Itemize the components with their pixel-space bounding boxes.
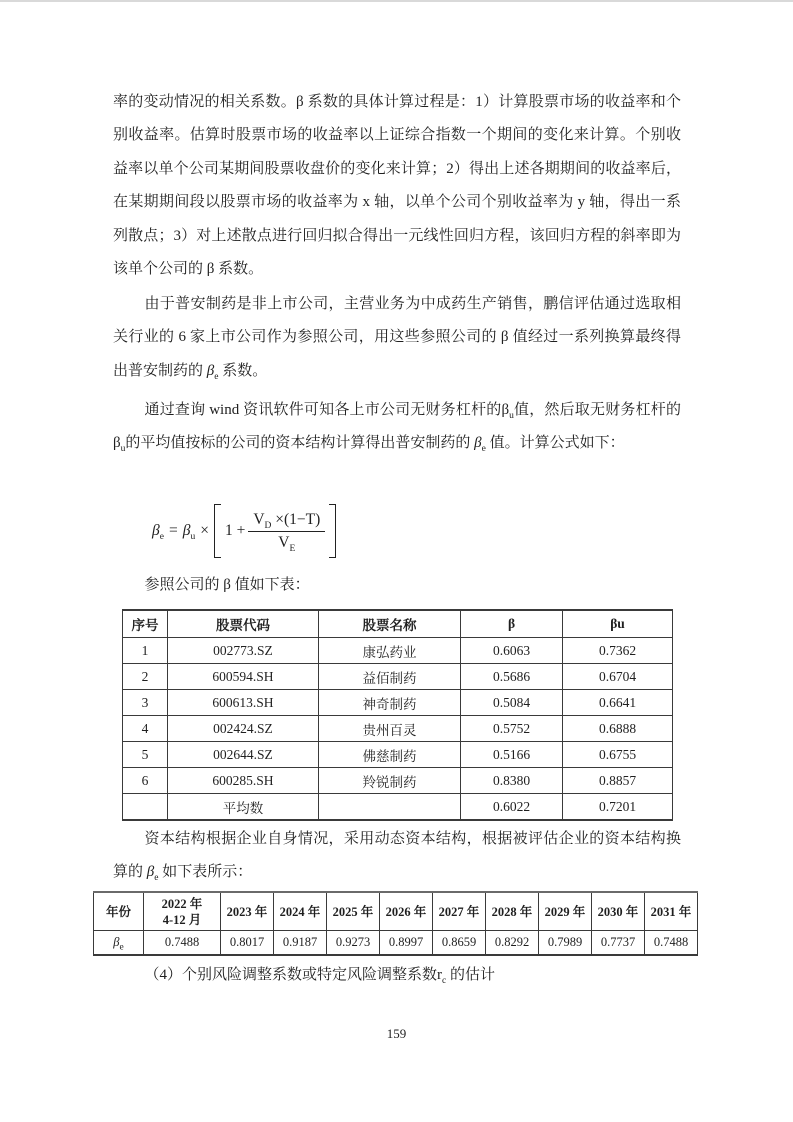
- cell-index: 1: [123, 638, 168, 664]
- header-cell-stock-code: 股票代码: [168, 610, 319, 638]
- paragraph-text: 率的变动情况的相关系数。β 系数的具体计算过程是：1）计算股票市场的收益率和个别收益率。估算时股票市场的收益率以上证综合指数一个期间的变化来计算。个别收益率以单个公司某期间股票收盘价的变化来计算；2）得出上述各期期间的收益率后，在某期期间段以股票市场的收益率为 x 轴，以单个公司个别收益率为 y 轴，得出一系列散点；3）对上述散点进行回归拟合得出一元线性回归方程，该回归方程的斜率即为该单个公司的 β 系数。: [113, 94, 681, 278]
- cell-stock-code: 002773.SZ: [168, 638, 319, 664]
- cell-beta-e-value: 0.8017: [221, 931, 274, 956]
- beta-e-symbol: β: [146, 864, 155, 881]
- cell-beta-u: 0.6755: [563, 742, 673, 768]
- cell-index: 6: [123, 768, 168, 794]
- table1-intro-line: [113, 569, 681, 602]
- table-row: [123, 638, 673, 664]
- cell-beta: 0.6063: [461, 638, 563, 664]
- cell-stock-name: 羚锐制药: [319, 768, 461, 794]
- beta-u-symbol: β: [501, 402, 510, 418]
- header-cell-year: 2023 年: [221, 892, 274, 931]
- cell-index: 4: [123, 716, 168, 742]
- header-cell-year: 2025 年: [327, 892, 380, 931]
- cell-stock-name: 贵州百灵: [319, 716, 461, 742]
- cell-stock-code: 600594.SH: [168, 664, 319, 690]
- cell-beta-u: 0.6641: [563, 690, 673, 716]
- cell-stock-code: 600285.SH: [168, 768, 319, 794]
- cell-beta-e-value: 0.8292: [486, 931, 539, 956]
- paragraph-reference-companies: [113, 288, 681, 388]
- v-symbol: V: [253, 510, 265, 528]
- cell-stock-name: 神奇制药: [319, 690, 461, 716]
- header-cell-year-label: 年份: [94, 892, 144, 931]
- paragraph-text: 由于普安制药是非上市公司，主营业务为中成药生产销售，鹏信评估通过选取相关行业的 6 家上市公司作为参照公司，用这些参照公司的 β 值经过一系列换算最终得出普安制药的: [113, 296, 681, 379]
- header-cell-stock-name: 股票名称: [319, 610, 461, 638]
- header-cell-index: 序号: [123, 610, 168, 638]
- table-row: [123, 690, 673, 716]
- table-row: [123, 742, 673, 768]
- cell-beta-e-value: 0.8659: [433, 931, 486, 956]
- r-c-subscript: c: [442, 976, 447, 986]
- header-cell-year: 2031 年: [645, 892, 698, 931]
- beta-e-symbol: β: [474, 435, 482, 452]
- cell-stock-name: [319, 794, 461, 821]
- cell-index: [123, 794, 168, 821]
- table-row: [123, 768, 673, 794]
- paragraph-text: 值。计算公式如下：: [485, 435, 625, 452]
- page-top-edge: [0, 0, 793, 2]
- cell-beta-u: 0.6888: [563, 716, 673, 742]
- reference-beta-table: [122, 609, 673, 821]
- cell-beta-e-value: 0.7488: [645, 931, 698, 956]
- formula-rhs-beta-u: [182, 522, 196, 543]
- paragraph-text: 参照公司的 β 值如下表：: [144, 577, 310, 593]
- cell-beta-e-value: 0.7488: [144, 931, 221, 956]
- cell-index: 5: [123, 742, 168, 768]
- header-cell-year: 2028 年: [486, 892, 539, 931]
- cell-beta-u: 0.8857: [563, 768, 673, 794]
- cell-beta-e-label: [94, 931, 144, 956]
- paragraph-text: 如下表所示：: [158, 864, 253, 881]
- fraction-denominator: [248, 532, 325, 552]
- cell-beta-u: 0.7362: [563, 638, 673, 664]
- subscript-d: D: [264, 520, 272, 531]
- fraction: [248, 511, 325, 552]
- subscript-e: e: [159, 532, 164, 543]
- cell-average-label: 平均数: [168, 794, 319, 821]
- cell-beta: 0.5686: [461, 664, 563, 690]
- header-cell-year: 2027 年: [433, 892, 486, 931]
- header-cell-year: [144, 892, 221, 931]
- cell-beta-e-value: 0.9273: [327, 931, 380, 956]
- v-symbol: V: [278, 533, 290, 551]
- table-row: [123, 664, 673, 690]
- cell-beta-e-value: 0.7737: [592, 931, 645, 956]
- formula-lhs: [152, 522, 164, 543]
- fraction-numerator: [248, 511, 325, 532]
- header-cell-beta: β: [461, 610, 563, 638]
- cell-beta: 0.5084: [461, 690, 563, 716]
- header-cell-year: 2024 年: [274, 892, 327, 931]
- heading-text: （4）个别风险调整系数或特定风险调整系数r: [144, 967, 442, 983]
- beta-u-symbol: β: [113, 435, 121, 452]
- beta-u-subscript: u: [509, 411, 514, 421]
- cell-stock-code: 002424.SZ: [168, 716, 319, 742]
- cell-beta: 0.5166: [461, 742, 563, 768]
- beta-conversion-formula: [152, 500, 336, 562]
- table-values-row: [94, 931, 698, 956]
- header-cell-year: 2026 年: [380, 892, 433, 931]
- paragraph-beta-calculation: [113, 86, 681, 286]
- cell-beta-average: 0.6022: [461, 794, 563, 821]
- cell-stock-name: 佛慈制药: [319, 742, 461, 768]
- cell-beta-e-value: 0.7989: [539, 931, 592, 956]
- header-cell-beta-u: βu: [563, 610, 673, 638]
- multiply-sign: ×: [200, 522, 209, 539]
- cell-stock-name: 益佰制药: [319, 664, 461, 690]
- subscript-e: e: [119, 942, 124, 953]
- equals-sign: =: [168, 522, 178, 539]
- table-header-row: [94, 892, 698, 931]
- paragraph-text: 资本结构根据企业自身情况，采用动态资本结构，根据被评估企业的资本结构换算的: [113, 831, 681, 881]
- cell-beta-e-value: 0.9187: [274, 931, 327, 956]
- year-line2: 4-12 月: [162, 912, 202, 927]
- paragraph-text: 的平均值按标的公司的资本结构计算得出普安制药的: [125, 435, 475, 452]
- beta-e-subscript: e: [481, 444, 486, 455]
- beta-symbol: β: [113, 935, 120, 949]
- beta-e-by-year-table: [93, 891, 698, 956]
- section-4-heading: [113, 959, 681, 992]
- beta-e-subscript: e: [154, 873, 159, 884]
- cell-stock-code: 002644.SZ: [168, 742, 319, 768]
- header-cell-year: 2029 年: [539, 892, 592, 931]
- cell-stock-code: 600613.SH: [168, 690, 319, 716]
- subscript-e: E: [289, 543, 296, 554]
- table-header-row: [123, 610, 673, 638]
- year-line1: 2022 年: [161, 896, 203, 911]
- heading-text: 的估计: [446, 967, 495, 983]
- header-cell-year: 2030 年: [592, 892, 645, 931]
- numerator-rest: ×(1−T): [271, 510, 321, 528]
- beta-symbol: β: [182, 522, 191, 539]
- cell-beta-u-average: 0.7201: [563, 794, 673, 821]
- paragraph-wind-query: [113, 394, 681, 461]
- cell-index: 2: [123, 664, 168, 690]
- page-number: 159: [386, 1026, 407, 1041]
- cell-beta-e-value: 0.8997: [380, 931, 433, 956]
- beta-u-subscript: u: [120, 444, 126, 455]
- paragraph-capital-structure: [113, 823, 681, 890]
- right-bracket: [329, 504, 336, 558]
- paragraph-text: 通过查询 wind 资讯软件可知各上市公司无财务杠杆的: [144, 402, 502, 418]
- left-bracket: [214, 504, 221, 558]
- cell-stock-name: 康弘药业: [319, 638, 461, 664]
- cell-beta: 0.5752: [461, 716, 563, 742]
- beta-e-symbol: β: [206, 362, 215, 379]
- paragraph-text: 系数。: [218, 362, 268, 379]
- table-average-row: [123, 794, 673, 821]
- cell-beta-u: 0.6704: [563, 664, 673, 690]
- beta-e-subscript: e: [214, 371, 219, 382]
- one-plus: 1 +: [224, 522, 246, 539]
- table-row: [123, 716, 673, 742]
- subscript-u: u: [190, 532, 196, 543]
- paragraph-text: 值，然后取无财务杠杆的: [513, 402, 681, 418]
- cell-beta: 0.8380: [461, 768, 563, 794]
- beta-symbol: β: [152, 522, 160, 539]
- cell-index: 3: [123, 690, 168, 716]
